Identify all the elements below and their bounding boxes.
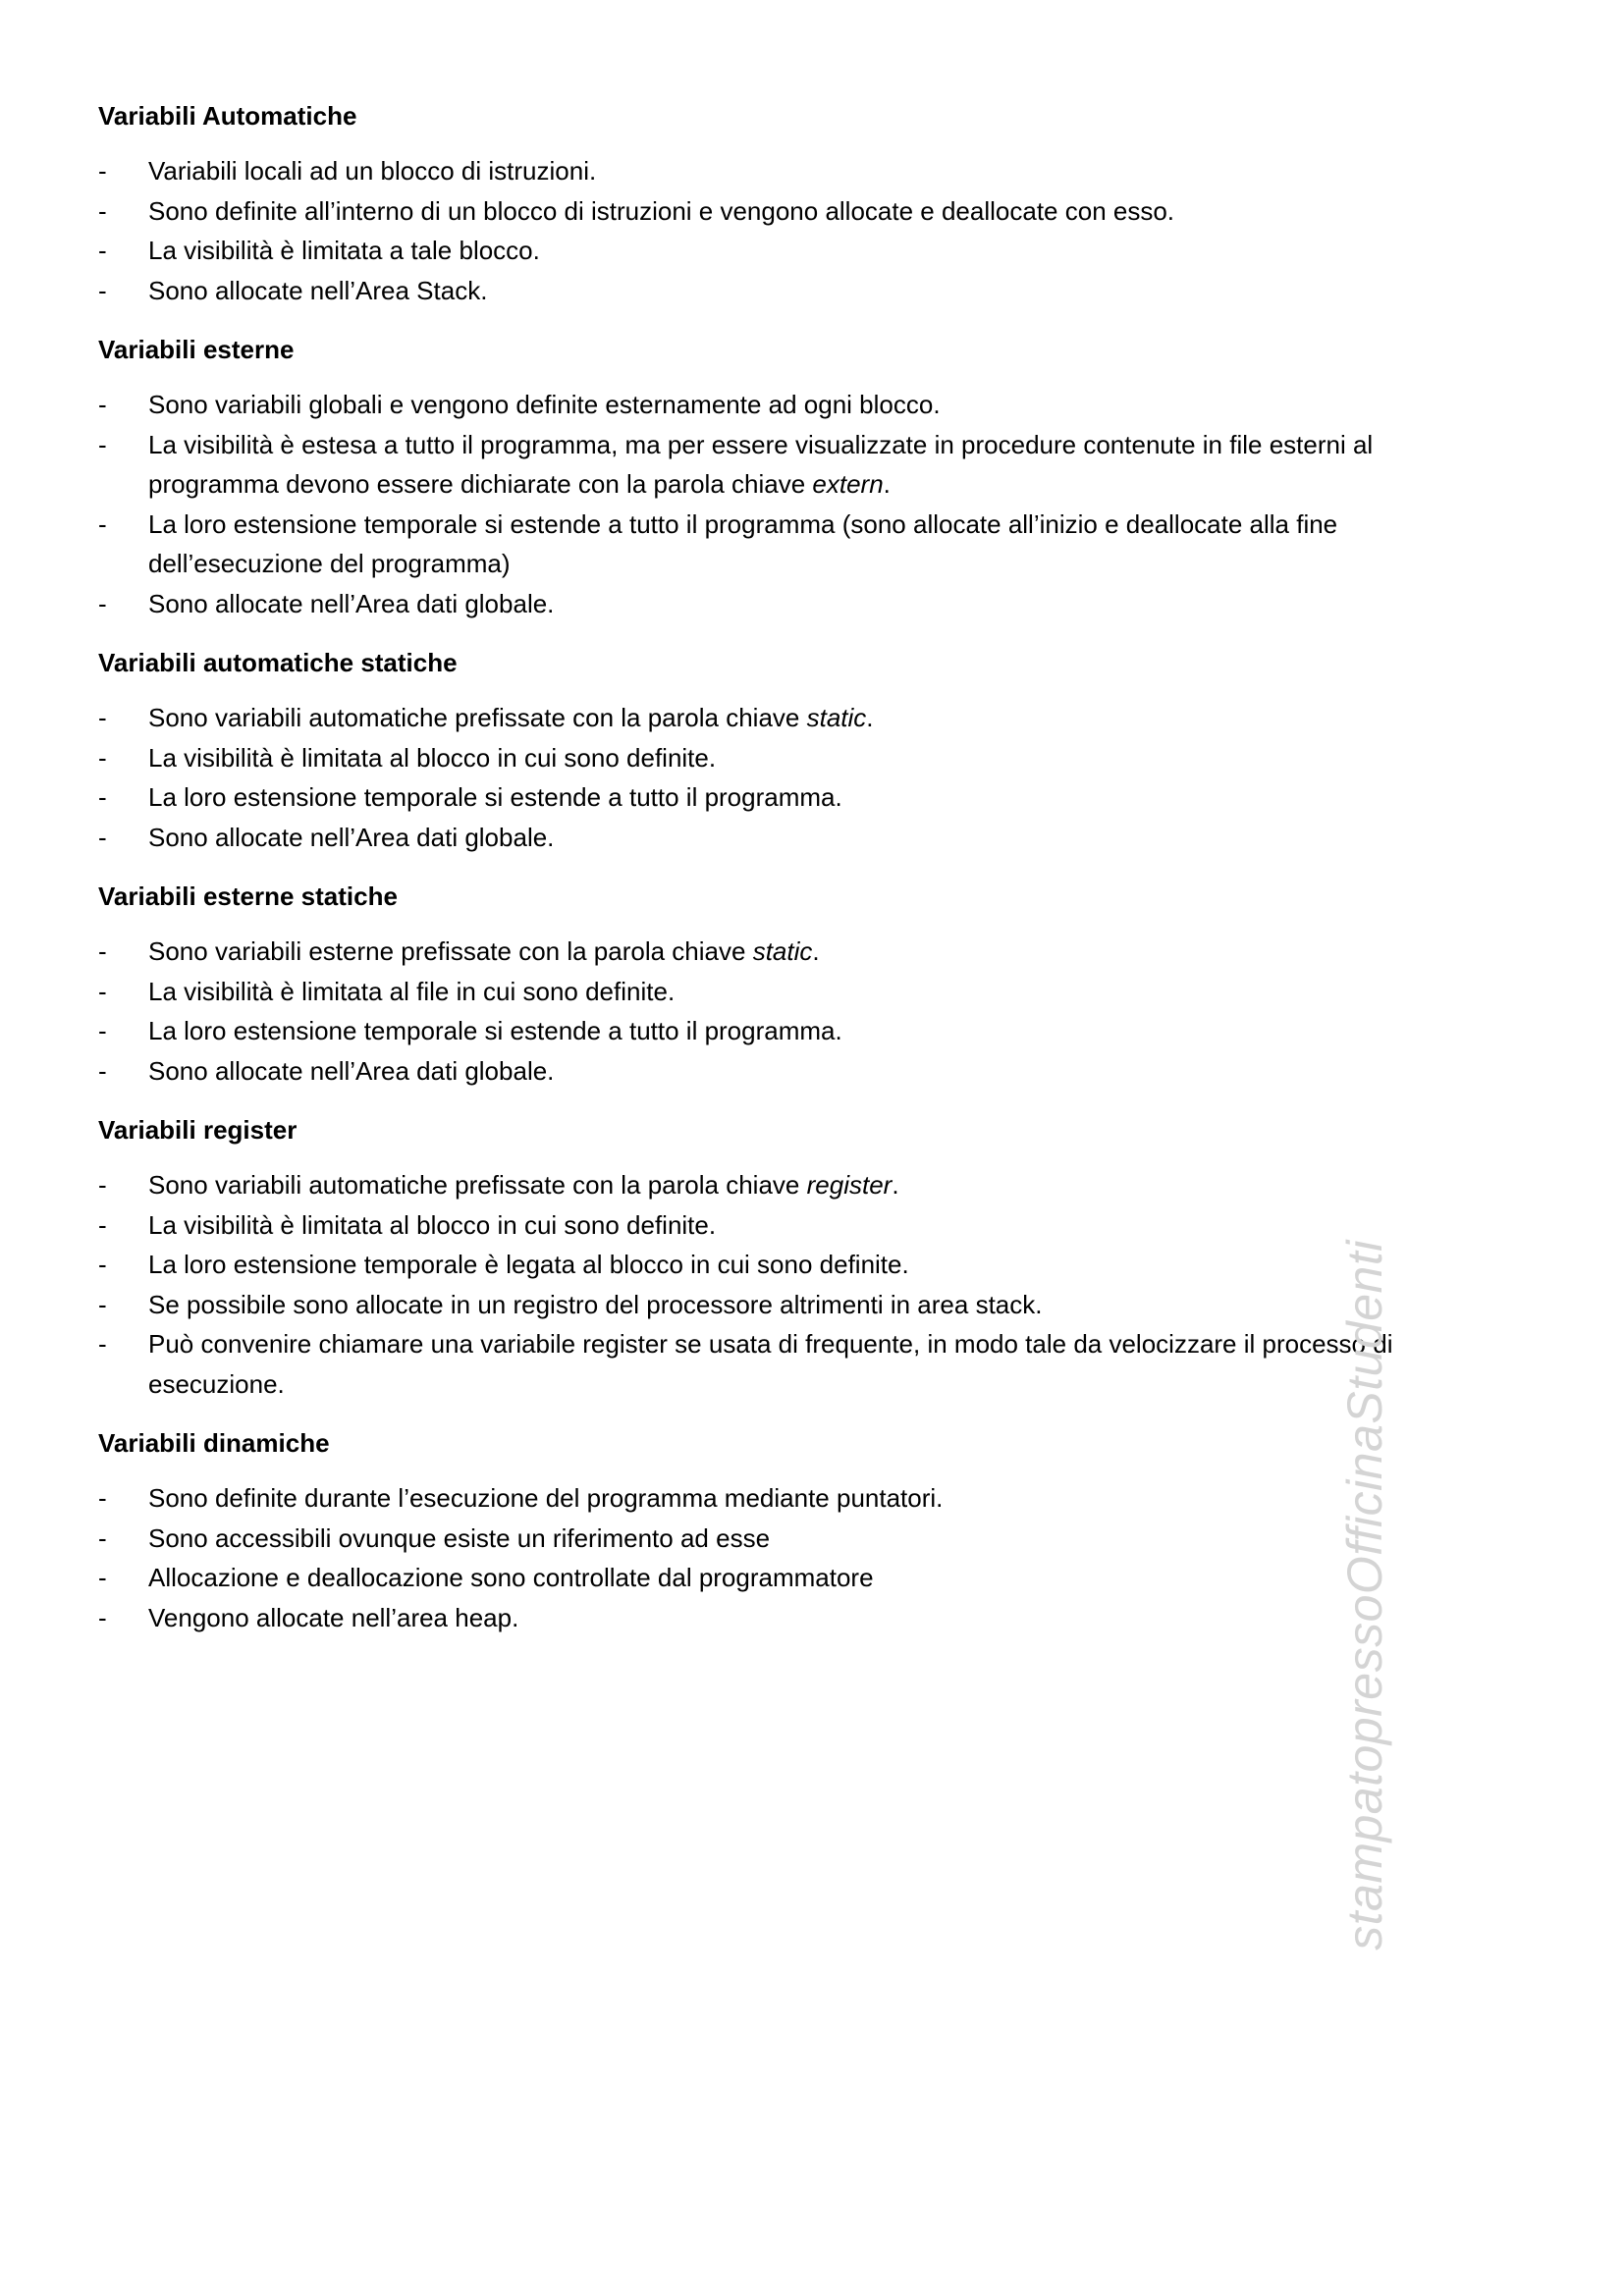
list-item-text (148, 1016, 842, 1045)
dash-bullet: - (98, 195, 107, 226)
text-run: La loro estensione temporale è legata al blocco in cui sono definite. (148, 1250, 909, 1279)
dash-bullet: - (98, 236, 107, 265)
text-run: Sono allocate nell’Area dati globale. (148, 1055, 555, 1086)
section-heading: Variabili automatiche statiche (98, 648, 458, 677)
list-item (98, 1558, 1492, 1598)
text-run: La visibilità è limitata al file in cui sono definite. (148, 976, 676, 1006)
dash-bullet: - (98, 703, 107, 732)
list-item-text (148, 1250, 909, 1279)
watermark-text: stampatopressoOfficinaStudenti (1337, 1240, 1392, 1950)
text-run: . (866, 703, 874, 732)
text-run: Sono allocate nell’Area dati globale. (148, 822, 555, 852)
text-run: Sono accessibili ovunque esiste un riferimento ad esse (148, 1522, 771, 1553)
watermark (1316, 1168, 1414, 2022)
list-item (98, 584, 1492, 624)
text-run: Sono variabili automatiche prefissate con la parola chiave (148, 1170, 807, 1200)
dash-bullet: - (98, 782, 107, 812)
dash-bullet: - (98, 508, 107, 539)
list-item-text (148, 236, 540, 265)
list-item (98, 1165, 1492, 1205)
text-run: La visibilità è limitata al blocco in cui sono definite. (148, 742, 717, 773)
dash-bullet: - (98, 390, 107, 419)
list-item (98, 385, 1492, 425)
list-item-text (148, 276, 487, 305)
list-item (98, 1598, 1492, 1638)
text-run: Vengono allocate nell’area heap. (148, 1602, 519, 1632)
text-run: Variabili locali ad un blocco di istruzioni. (148, 156, 597, 186)
text-run: La loro estensione temporale si estende a tutto il programma. (148, 782, 842, 812)
text-run: Allocazione e deallocazione sono controllate dal programmatore (148, 1563, 874, 1592)
text-run: Sono variabili automatiche prefissate con la parola chiave (148, 703, 807, 732)
section (98, 96, 1492, 310)
section (98, 330, 1492, 623)
section (98, 1423, 1492, 1637)
list-item-text (148, 509, 1337, 579)
list-item-text (148, 1290, 1042, 1319)
section-heading: Variabili dinamiche (98, 1428, 330, 1458)
dash-bullet: - (98, 976, 107, 1006)
text-run: La loro estensione temporale si estende a tutto il programma. (148, 1016, 842, 1045)
dash-bullet: - (98, 936, 107, 966)
list-item (98, 231, 1492, 271)
list-item (98, 972, 1492, 1012)
section-heading: Variabili register (98, 1115, 298, 1145)
list-item-text (148, 1170, 899, 1200)
list-item (98, 738, 1492, 778)
dash-bullet: - (98, 1329, 107, 1359)
bullet-list (98, 698, 1492, 857)
text-run: . (812, 936, 820, 966)
keyword-italic: static (752, 936, 813, 966)
list-item-text (148, 743, 716, 773)
keyword-italic: register (806, 1170, 893, 1200)
dash-bullet: - (98, 1289, 107, 1319)
dash-bullet: - (98, 1602, 107, 1632)
list-item-text (148, 390, 941, 419)
bullet-list (98, 1165, 1492, 1404)
section (98, 877, 1492, 1091)
text-run: Sono variabili esterne prefissate con la parola chiave (148, 936, 753, 966)
text-run: La visibilità è limitata a tale blocco. (148, 236, 540, 265)
dash-bullet: - (98, 588, 107, 618)
bullet-list (98, 385, 1492, 623)
text-run: La visibilità è limitata al blocco in cui sono definite. (148, 1209, 717, 1240)
section-heading: Variabili esterne statiche (98, 881, 398, 911)
list-item (98, 1205, 1492, 1246)
keyword-italic: static (806, 703, 867, 732)
text-run: . (883, 469, 891, 499)
section-heading: Variabili Automatiche (98, 101, 357, 131)
text-run: Può convenire chiamare una variabile register se usata di frequente, in modo tale da velocizzare il processo di esecuzione. (148, 1329, 1393, 1399)
list-item-text (148, 156, 596, 186)
section (98, 1110, 1492, 1404)
dash-bullet: - (98, 1250, 107, 1279)
text-run: Sono variabili globali e vengono definite esternamente ad ogni blocco. (148, 390, 941, 419)
dash-bullet: - (98, 822, 107, 852)
list-item-text (148, 1210, 716, 1240)
dash-bullet: - (98, 1563, 107, 1592)
dash-bullet: - (98, 1170, 107, 1200)
list-item-text (148, 589, 554, 618)
list-item-text (148, 977, 675, 1006)
dash-bullet: - (98, 156, 107, 186)
list-item (98, 271, 1492, 311)
section (98, 643, 1492, 857)
list-item (98, 1051, 1492, 1092)
document-body (98, 96, 1492, 1637)
list-item-text (148, 1523, 770, 1553)
dash-bullet: - (98, 1016, 107, 1045)
list-item-text (148, 936, 820, 966)
bullet-list (98, 1478, 1492, 1637)
text-run: Se possibile sono allocate in un registro del processore altrimenti in area stack. (148, 1289, 1043, 1319)
list-item (98, 505, 1492, 584)
dash-bullet: - (98, 275, 107, 305)
list-item (98, 1285, 1492, 1325)
list-item (98, 777, 1492, 818)
list-item-text (148, 1603, 518, 1632)
list-item-text (148, 1056, 554, 1086)
dash-bullet: - (98, 1209, 107, 1240)
list-item (98, 932, 1492, 972)
dash-bullet: - (98, 429, 107, 459)
list-item-text (148, 1483, 943, 1513)
text-run: Sono definite all’interno di un blocco di istruzioni e vengono allocate e deallocate con esso. (148, 195, 1175, 226)
list-item-text (148, 782, 842, 812)
list-item (98, 818, 1492, 858)
list-item (98, 698, 1492, 738)
list-item (98, 1519, 1492, 1559)
list-item-text (148, 1563, 874, 1592)
text-run: La loro estensione temporale si estende a tutto il programma (sono allocate all’inizio e deallocate alla fine dell’esecuzione del programma) (148, 508, 1338, 578)
keyword-italic: extern (812, 469, 884, 499)
list-item (98, 151, 1492, 191)
text-run: La visibilità è estesa a tutto il programma, ma per essere visualizzate in procedure contenute in file esterni al programma devono essere dichiarate con la parola chiave (148, 429, 1374, 499)
text-run: Sono allocate nell’Area Stack. (148, 275, 488, 305)
dash-bullet: - (98, 1055, 107, 1086)
list-item (98, 1245, 1492, 1285)
text-run: . (892, 1170, 899, 1200)
list-item (98, 1324, 1492, 1404)
bullet-list (98, 151, 1492, 310)
text-run: Sono definite durante l’esecuzione del programma mediante puntatori. (148, 1483, 944, 1513)
list-item-text (148, 823, 554, 852)
list-item-text (148, 430, 1373, 500)
bullet-list (98, 932, 1492, 1091)
list-item (98, 1011, 1492, 1051)
list-item (98, 191, 1492, 232)
dash-bullet: - (98, 1522, 107, 1553)
list-item (98, 425, 1492, 505)
dash-bullet: - (98, 1483, 107, 1513)
dash-bullet: - (98, 742, 107, 773)
section-heading: Variabili esterne (98, 335, 295, 364)
text-run: Sono allocate nell’Area dati globale. (148, 588, 555, 618)
list-item-text (148, 196, 1174, 226)
list-item-text (148, 1329, 1392, 1399)
list-item-text (148, 703, 874, 732)
list-item (98, 1478, 1492, 1519)
